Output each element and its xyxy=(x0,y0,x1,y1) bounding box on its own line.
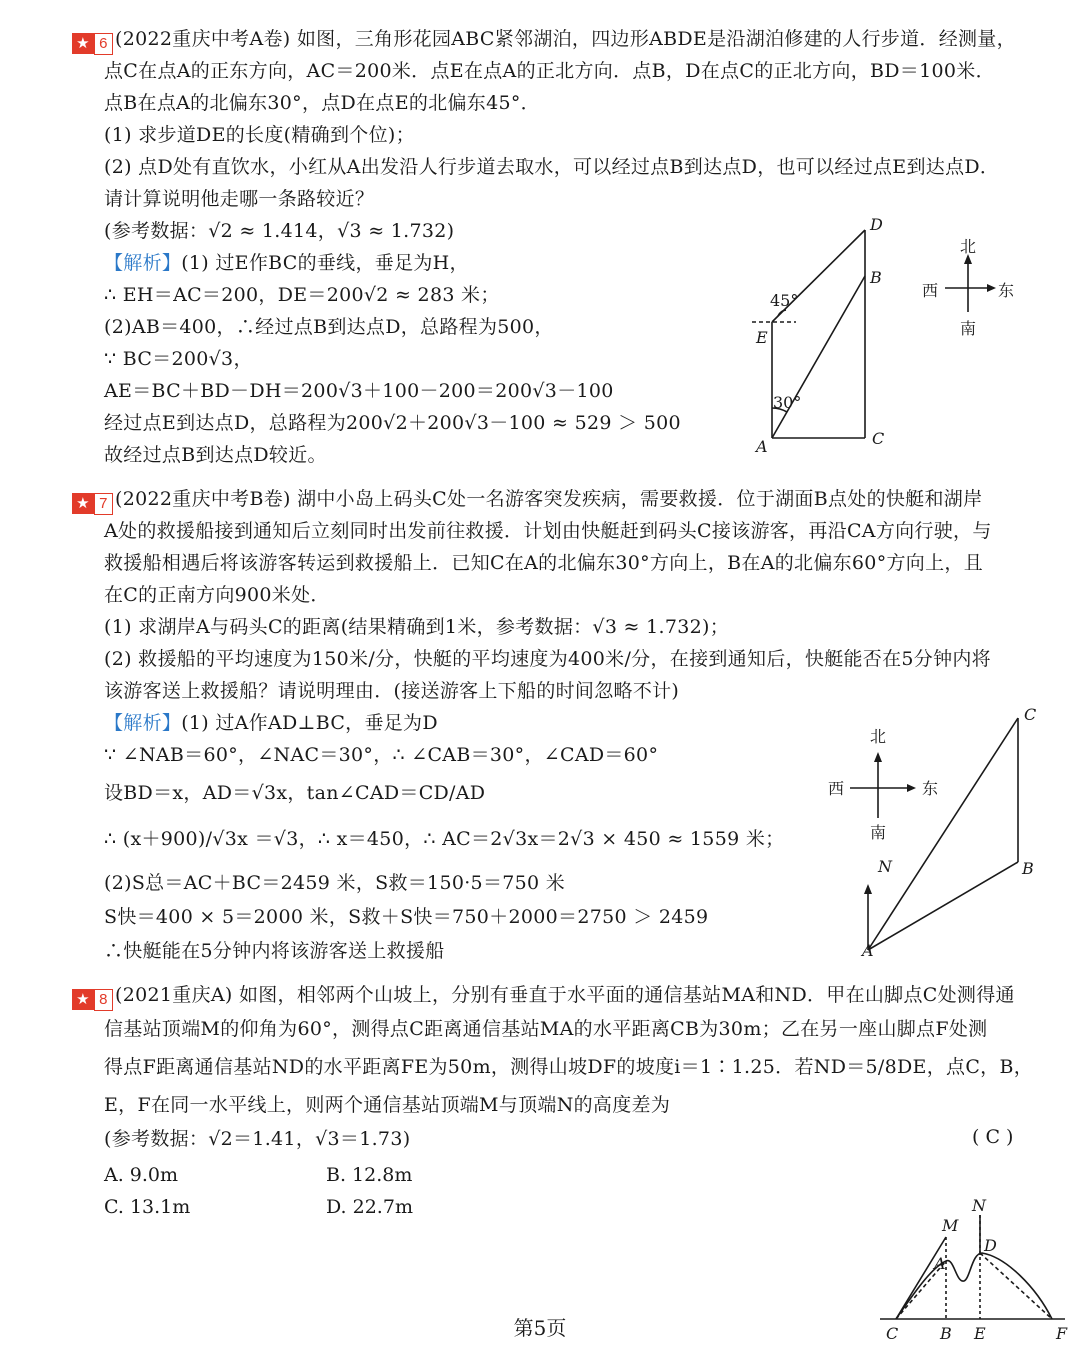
problem-text-line: E，F在同一水平线上，则两个通信基站顶端M与顶端N的高度差为 xyxy=(104,1094,671,1116)
point-label: F xyxy=(1056,1324,1068,1343)
solution-text: (1) 过E作BC的垂线，垂足为H， xyxy=(181,252,469,274)
problem-7-header xyxy=(72,486,982,515)
option-d: D. 22.7m xyxy=(326,1196,413,1218)
problem-text-line: 信基站顶端M的仰角为60°，测得点C距离通信基站MA的水平距离CB为30m；乙在另一座山脚点F处测 xyxy=(104,1018,988,1040)
point-label: B xyxy=(940,1324,952,1343)
solution-line: S快＝400 × 5＝2000 米，S救＋S快＝750＋2000＝2750 ＞ 2459 xyxy=(104,906,709,928)
answer-bracket: ( C ) xyxy=(972,1126,1014,1148)
problem-text-line: 请计算说明他走哪一条路较近？ xyxy=(104,188,375,210)
problem-6-header xyxy=(72,26,1016,55)
figure-problem-7 xyxy=(810,700,1060,970)
angle-label: 45° xyxy=(770,291,799,310)
point-label: D xyxy=(984,1236,997,1255)
reference-data: (参考数据：√2 ≈ 1.414，√3 ≈ 1.732) xyxy=(104,220,455,242)
solution-line: 经过点E到达点D，总路程为200√2＋200√3－100 ≈ 529 ＞ 500 xyxy=(104,412,681,434)
compass-north: 北 xyxy=(870,727,887,746)
solution-text: (1) 过A作AD⊥BC，垂足为D xyxy=(181,712,438,734)
point-label: N xyxy=(878,857,892,876)
reference-data: (参考数据：√2＝1.41，√3＝1.73) xyxy=(104,1128,411,1150)
solution-line: ∴ EH＝AC＝200，DE＝200√2 ≈ 283 米； xyxy=(104,284,500,306)
problem-text-line: (2022重庆中考B卷) 湖中小岛上码头C处一名游客突发疾病，需要救援．位于湖面B点处的快艇和湖岸 xyxy=(115,488,983,510)
problem-text-line: 得点F距离通信基站ND的水平距离FE为50m，测得山坡DF的坡度i＝1∶1.25．若ND＝5/8DE，点C，B， xyxy=(104,1056,1034,1078)
point-label: M xyxy=(942,1216,959,1235)
point-label: E xyxy=(756,328,768,347)
star-icon: ★ xyxy=(72,989,94,1010)
star-badge xyxy=(72,493,113,515)
question-part-2: (2) 点D处有直饮水，小红从A出发沿人行步道去取水，可以经过点B到达点D，也可以经过点E到达点D． xyxy=(104,156,1000,178)
solution-line: (2)AB＝400，∴经过点B到达点D，总路程为500， xyxy=(104,316,554,338)
angle-label: 30° xyxy=(773,393,802,412)
solution-tag: 【解析】 xyxy=(104,713,182,734)
star-icon: ★ xyxy=(72,493,94,514)
option-c: C. 13.1m xyxy=(104,1196,191,1218)
point-label: E xyxy=(974,1324,986,1343)
point-label: B xyxy=(1022,859,1034,878)
solution-line: ∴快艇能在5分钟内将该游客送上救援船 xyxy=(104,940,445,962)
solution-tag: 【解析】 xyxy=(104,253,182,274)
solution-line: AE＝BC＋BD－DH＝200√3＋100－200＝200√3－100 xyxy=(104,380,614,402)
compass-east: 东 xyxy=(922,779,939,798)
problem-text-line: 点C在点A的正东方向，AC＝200米．点E在点A的正北方向．点B，D在点C的正北方向，BD＝100米． xyxy=(104,60,995,82)
point-label: B xyxy=(870,268,882,287)
problem-number: 7 xyxy=(94,493,113,515)
compass-west: 西 xyxy=(828,779,845,798)
question-part-2: (2) 救援船的平均速度为150米/分，快艇的平均速度为400米/分，在接到通知后，快艇能否在5分钟内将 xyxy=(104,648,991,670)
solution-line: ∵ ∠NAB＝60°，∠NAC＝30°，∴ ∠CAB＝30°，∠CAD＝60° xyxy=(104,744,659,766)
problem-text-line: 救援船相遇后将该游客转运到救援船上．已知C在A的北偏东30°方向上，B在A的北偏东60°方向上，且 xyxy=(104,552,983,574)
solution-line: 设BD＝x，AD＝√3x，tan∠CAD＝CD/AD xyxy=(104,782,486,804)
compass-east: 东 xyxy=(998,281,1015,300)
question-part-1: (1) 求步道DE的长度(精确到个位)； xyxy=(104,124,415,146)
figure-problem-8 xyxy=(870,1195,1070,1345)
point-label: A xyxy=(756,437,768,456)
point-label: C xyxy=(886,1324,899,1343)
solution-line xyxy=(104,250,469,277)
point-label: C xyxy=(872,429,885,448)
solution-line: ∴ (x＋900)/√3x ＝√3，∴ x＝450，∴ AC＝2√3x＝2√3 × 450 ≈ 1559 米； xyxy=(104,828,785,850)
option-a: A. 9.0m xyxy=(104,1164,179,1186)
problem-text-line: 该游客送上救援船？请说明理由．(接送游客上下船的时间忽略不计) xyxy=(104,680,680,702)
compass-west: 西 xyxy=(922,281,939,300)
solution-line: (2)S总＝AC＋BC＝2459 米，S救＝150·5＝750 米 xyxy=(104,872,566,894)
page-number: 第5页 xyxy=(513,1316,567,1340)
point-label: N xyxy=(972,1196,986,1215)
star-icon: ★ xyxy=(72,33,94,54)
problem-text-line: 点B在点A的北偏东30°，点D在点E的北偏东45°． xyxy=(104,92,540,114)
problem-number: 8 xyxy=(94,989,113,1011)
star-badge xyxy=(72,989,113,1011)
point-label: A xyxy=(934,1254,946,1273)
compass-south: 南 xyxy=(960,319,977,338)
option-b: B. 12.8m xyxy=(326,1164,413,1186)
point-label: C xyxy=(1024,705,1037,724)
problem-text-line: 在C的正南方向900米处． xyxy=(104,584,330,606)
solution-line xyxy=(104,710,438,737)
compass-north: 北 xyxy=(960,237,977,256)
problem-text-line: (2022重庆中考A卷) 如图，三角形花园ABC紧邻湖泊，四边形ABDE是沿湖泊修建的人行步道．经测量， xyxy=(115,28,1016,50)
figure-problem-6 xyxy=(740,210,1040,460)
solution-line: ∵ BC＝200√3， xyxy=(104,348,253,370)
question-part-1: (1) 求湖岸A与码头C的距离(结果精确到1米，参考数据：√3 ≈ 1.732)； xyxy=(104,616,730,638)
problem-number: 6 xyxy=(94,33,113,55)
solution-line: 故经过点B到达点D较近。 xyxy=(104,444,327,466)
problem-text-line: (2021重庆A) 如图，相邻两个山坡上，分别有垂直于水平面的通信基站MA和ND．甲在山脚点C处测得通 xyxy=(115,984,1015,1006)
problem-8-header xyxy=(72,982,1015,1011)
point-label: A xyxy=(862,941,874,960)
star-badge xyxy=(72,33,113,55)
point-label: D xyxy=(870,215,883,234)
compass-south: 南 xyxy=(870,823,887,842)
problem-text-line: A处的救援船接到通知后立刻同时出发前往救援．计划由快艇赶到码头C接该游客，再沿CA方向行驶，与 xyxy=(104,520,992,542)
